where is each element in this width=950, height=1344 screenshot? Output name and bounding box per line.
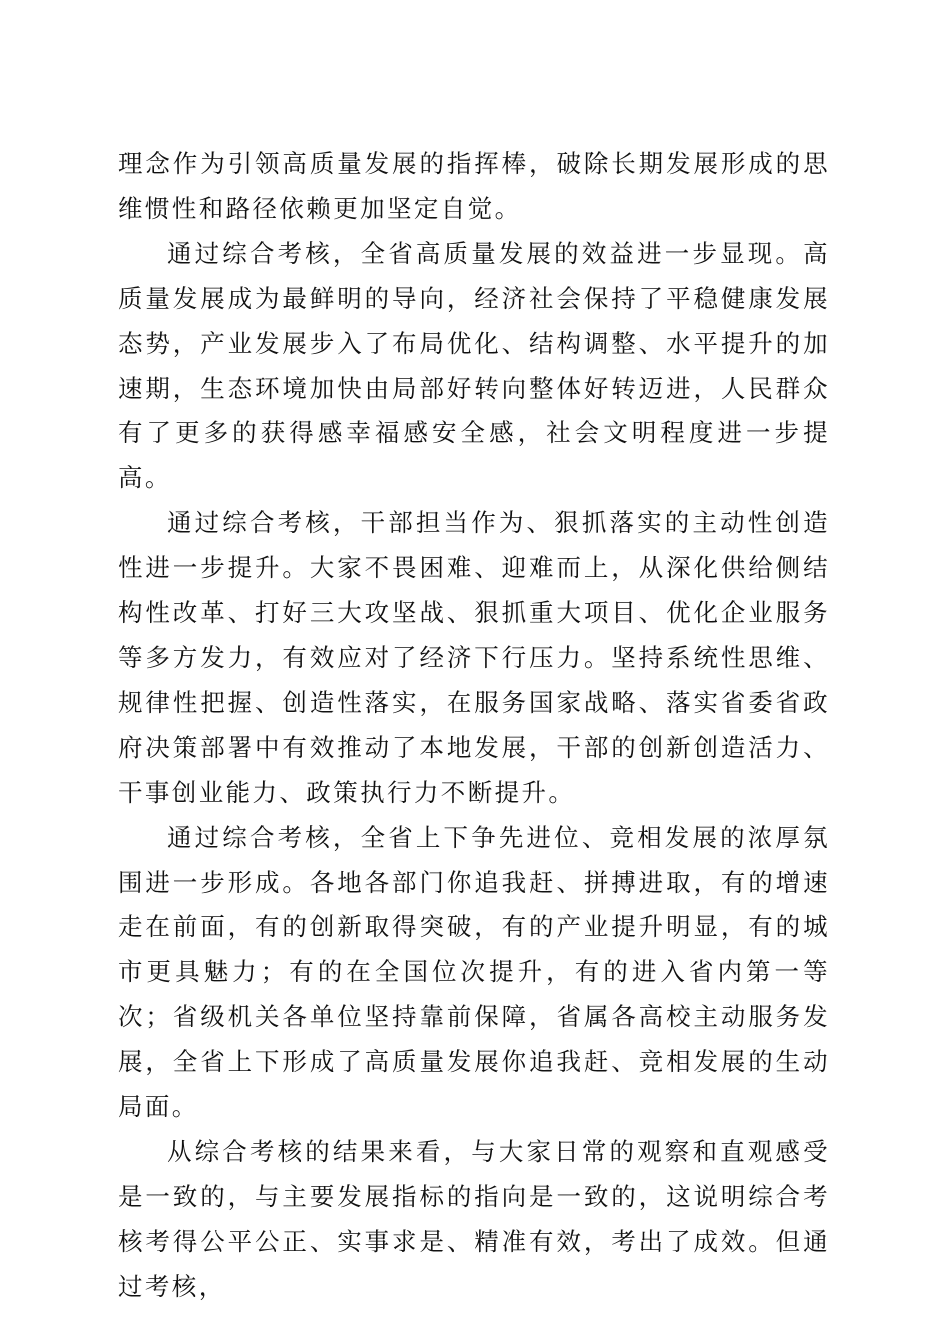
paragraph-cadre-initiative: 通过综合考核，干部担当作为、狠抓落实的主动性创造性进一步提升。大家不畏困难、迎难而上，从深化供给侧结构性改革、打好三大攻坚战、狠抓重大项目、优化企业服务等多方发力，有效应对了经济下行压力。坚持系统性思维、规律性把握、创造性落实，在服务国家战略、落实省委省政府决策部署中有效推动了本地发展，干部的创新创造活力、干事创业能力、政策执行力不断提升。 xyxy=(118,508,830,807)
paragraph-continuation: 理念作为引领高质量发展的指挥棒，破除长期发展形成的思维惯性和路径依赖更加坚定自觉。 xyxy=(118,149,830,223)
paragraph-efficiency: 通过综合考核，全省高质量发展的效益进一步显现。高质量发展成为最鲜明的导向，经济社会保持了平稳健康发展态势，产业发展步入了布局优化、结构调整、水平提升的加速期，生态环境加快由局部好转向整体好转迈进，人民群众有了更多的获得感幸福感安全感，社会文明程度进一步提高。 xyxy=(118,238,830,493)
body-text xyxy=(118,142,830,1310)
paragraph-assessment-results: 从综合考核的结果来看，与大家日常的观察和直观感受是一致的，与主要发展指标的指向是一致的，这说明综合考核考得公平公正、实事求是、精准有效，考出了成效。但通过考核， xyxy=(118,1136,830,1301)
paragraph-competitive-atmosphere: 通过综合考核，全省上下争先进位、竞相发展的浓厚氛围进一步形成。各地各部门你追我赶、拼搏进取，有的增速走在前面，有的创新取得突破，有的产业提升明显，有的城市更具魅力；有的在全国位次提升，有的进入省内第一等次；省级机关各单位坚持靠前保障，省属各高校主动服务发展，全省上下形成了高质量发展你追我赶、竞相发展的生动局面。 xyxy=(118,822,830,1122)
